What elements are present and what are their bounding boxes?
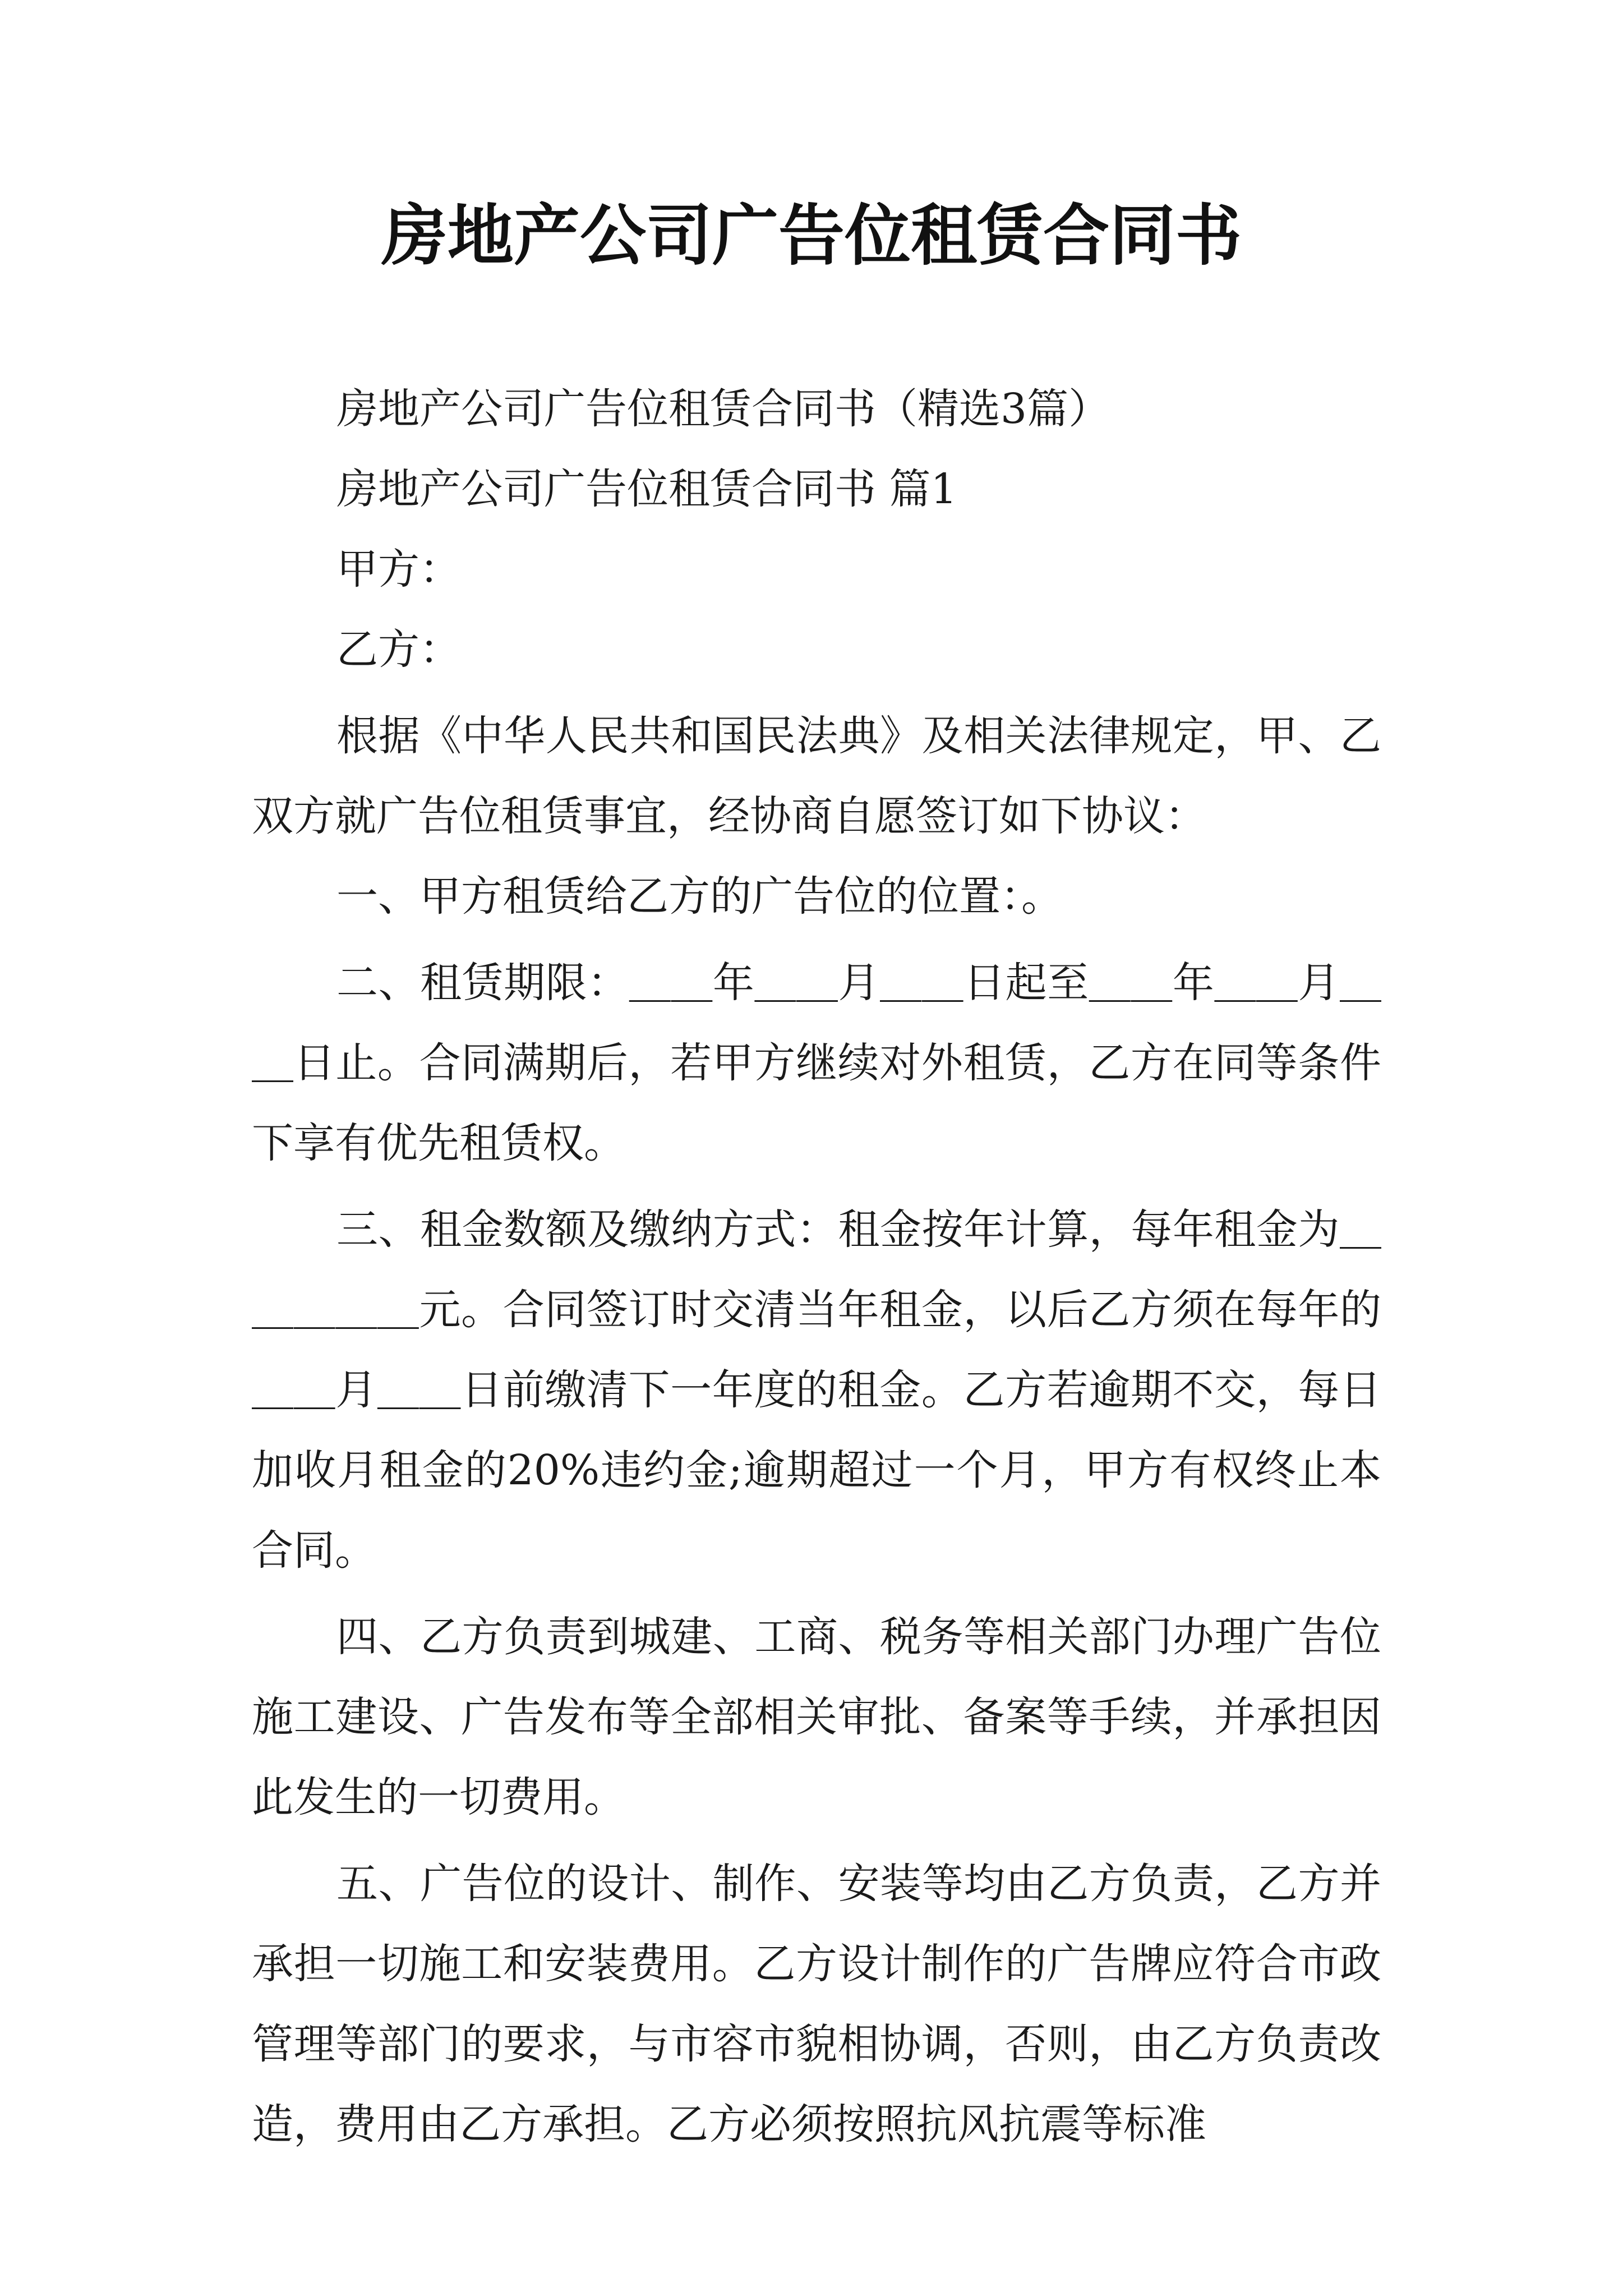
party-a-line: 甲方： [336,545,461,593]
document-body [252,369,1381,2165]
clause-5: 五、广告位的设计、制作、安装等均由乙方负责，乙方并承担一切施工和安装费用。乙方设计制作的广告牌应符合市政管理等部门的要求，与市容市貌相协调，否则，由乙方负责改造，费用由乙方承担。乙方必须按照抗风抗震等标准 [252,1860,1381,2148]
clause-4: 四、乙方负责到城建、工商、税务等相关部门办理广告位施工建设、广告发布等全部相关审批、备案等手续，并承担因此发生的一切费用。 [252,1613,1381,1821]
document-title: 房地产公司广告位租赁合同书 [381,196,1242,274]
clause-3: 三、租金数额及缴纳方式：租金按年计算，每年租金为＿＿＿＿＿元。合同签订时交清当年租金，以后乙方须在每年的＿＿月＿＿日前缴清下一年度的租金。乙方若逾期不交，每日加收月租金的20%违约金;逾期超过一个月，甲方有权终止本合同。 [252,1205,1381,1575]
clause-1: 一、甲方租赁给乙方的广告位的位置：。 [336,872,1063,921]
subtitle-line: 房地产公司广告位租赁合同书（精选3篇） [336,385,1110,433]
preamble-paragraph: 根据《中华人民共和国民法典》及相关法律规定，甲、乙双方就广告位租赁事宜，经协商自愿签订如下协议： [252,712,1381,840]
clause-2: 二、租赁期限：＿＿年＿＿月＿＿日起至＿＿年＿＿月＿＿日止。合同满期后，若甲方继续对外租赁，乙方在同等条件下享有优先租赁权。 [252,959,1381,1167]
party-b-line: 乙方： [336,625,461,674]
section-heading: 房地产公司广告位租赁合同书 篇1 [336,465,957,513]
